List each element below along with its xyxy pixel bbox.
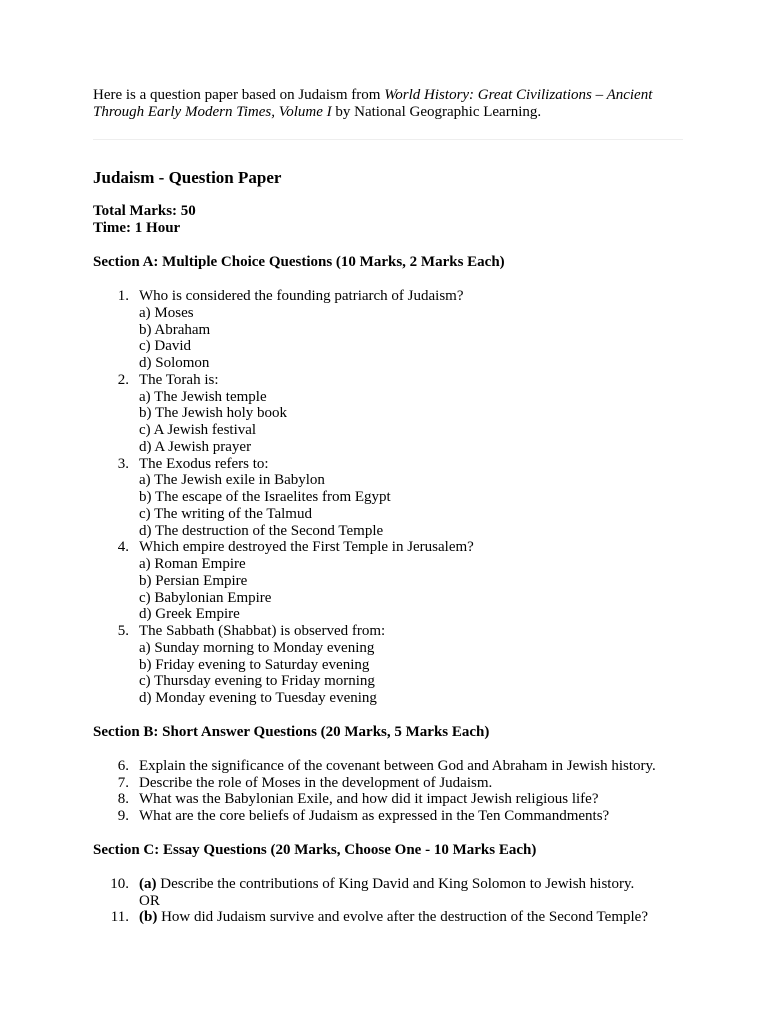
intro-suffix: by National Geographic Learning. — [331, 104, 542, 120]
answer-option: c) The writing of the Talmud — [139, 505, 312, 522]
answer-option: d) Greek Empire — [139, 606, 240, 623]
question-item — [93, 791, 683, 808]
answer-option: d) Monday evening to Tuesday evening — [139, 690, 377, 706]
question-number: 1. — [117, 288, 129, 304]
question-number: 6. — [117, 757, 129, 774]
intro-prefix: Here is a question paper based on Judaism from — [93, 87, 385, 103]
question-text: The Sabbath (Shabbat) is observed from: — [139, 623, 386, 639]
answer-option: a) Roman Empire — [139, 556, 246, 572]
intro-book-title: World History: Great Civilizations – Ancient Through Early Modern Times, Volume I — [93, 87, 653, 120]
question-text: What are the core beliefs of Judaism as expressed in the Ten Commandments? — [139, 808, 610, 824]
time-limit: Time: 1 Hour — [93, 220, 181, 236]
paper-meta — [93, 203, 683, 237]
answer-option: b) Abraham — [139, 321, 211, 338]
question-number: 9. — [117, 808, 129, 824]
answer-option: b) The Jewish holy book — [139, 405, 288, 422]
question-number: 2. — [117, 371, 129, 388]
question-item — [93, 623, 683, 707]
answer-option: d) Solomon — [139, 355, 210, 371]
question-text: The Torah is: — [139, 371, 219, 388]
question-item — [93, 372, 683, 456]
question-item — [93, 288, 683, 372]
question-paper-page — [93, 87, 683, 926]
question-item — [93, 909, 683, 926]
answer-option: d) The destruction of the Second Temple — [139, 522, 384, 539]
section-b-heading: Section B: Short Answer Questions (20 Marks, 5 Marks Each) — [93, 723, 490, 740]
question-text: Who is considered the founding patriarch of Judaism? — [139, 288, 464, 304]
question-number: 3. — [117, 455, 129, 472]
question-item — [93, 456, 683, 540]
section-a-heading: Section A: Multiple Choice Questions (10 Marks, 2 Marks Each) — [93, 254, 505, 270]
total-marks: Total Marks: 50 — [93, 203, 196, 219]
question-text: Which empire destroyed the First Temple in Jerusalem? — [139, 539, 474, 556]
section-a-questions — [93, 288, 683, 707]
question-item — [93, 876, 683, 910]
question-item — [93, 775, 683, 792]
horizontal-divider — [93, 139, 683, 140]
or-separator: OR — [139, 892, 160, 909]
question-text: The Exodus refers to: — [139, 455, 269, 472]
answer-option: a) Sunday morning to Monday evening — [139, 639, 375, 656]
question-item — [93, 758, 683, 775]
question-number: 7. — [117, 774, 129, 791]
section-b-questions — [93, 758, 683, 825]
question-number: 10. — [110, 875, 129, 892]
essay-option-label: (a) — [139, 875, 157, 892]
question-number: 11. — [110, 909, 129, 926]
answer-option: c) Babylonian Empire — [139, 589, 272, 606]
answer-option: b) Friday evening to Saturday evening — [139, 656, 370, 673]
question-text: Describe the role of Moses in the development of Judaism. — [139, 774, 493, 791]
answer-option: d) A Jewish prayer — [139, 438, 252, 455]
question-number: 5. — [117, 623, 129, 639]
answer-option: a) Moses — [139, 304, 194, 321]
question-text: Explain the significance of the covenant between God and Abraham in Jewish history. — [139, 757, 656, 774]
answer-option: b) The escape of the Israelites from Egypt — [139, 489, 391, 505]
answer-option: a) The Jewish exile in Babylon — [139, 472, 325, 489]
answer-option: a) The Jewish temple — [139, 388, 267, 405]
question-number: 8. — [117, 791, 129, 808]
intro-paragraph — [93, 87, 683, 121]
question-text: What was the Babylonian Exile, and how did it impact Jewish religious life? — [139, 791, 599, 808]
paper-title: Judaism - Question Paper — [93, 168, 282, 187]
answer-option: c) Thursday evening to Friday morning — [139, 673, 375, 690]
answer-option: c) A Jewish festival — [139, 422, 257, 438]
question-text: Describe the contributions of King David and King Solomon to Jewish history. — [156, 875, 635, 892]
answer-option: c) David — [139, 338, 192, 355]
section-c-heading: Section C: Essay Questions (20 Marks, Choose One - 10 Marks Each) — [93, 841, 537, 858]
question-item — [93, 808, 683, 825]
essay-option-label: (b) — [139, 909, 158, 926]
answer-option: b) Persian Empire — [139, 572, 248, 589]
question-number: 4. — [117, 539, 129, 556]
question-item — [93, 539, 683, 623]
section-c-questions — [93, 876, 683, 926]
question-text: How did Judaism survive and evolve after the destruction of the Second Temple? — [157, 909, 648, 926]
